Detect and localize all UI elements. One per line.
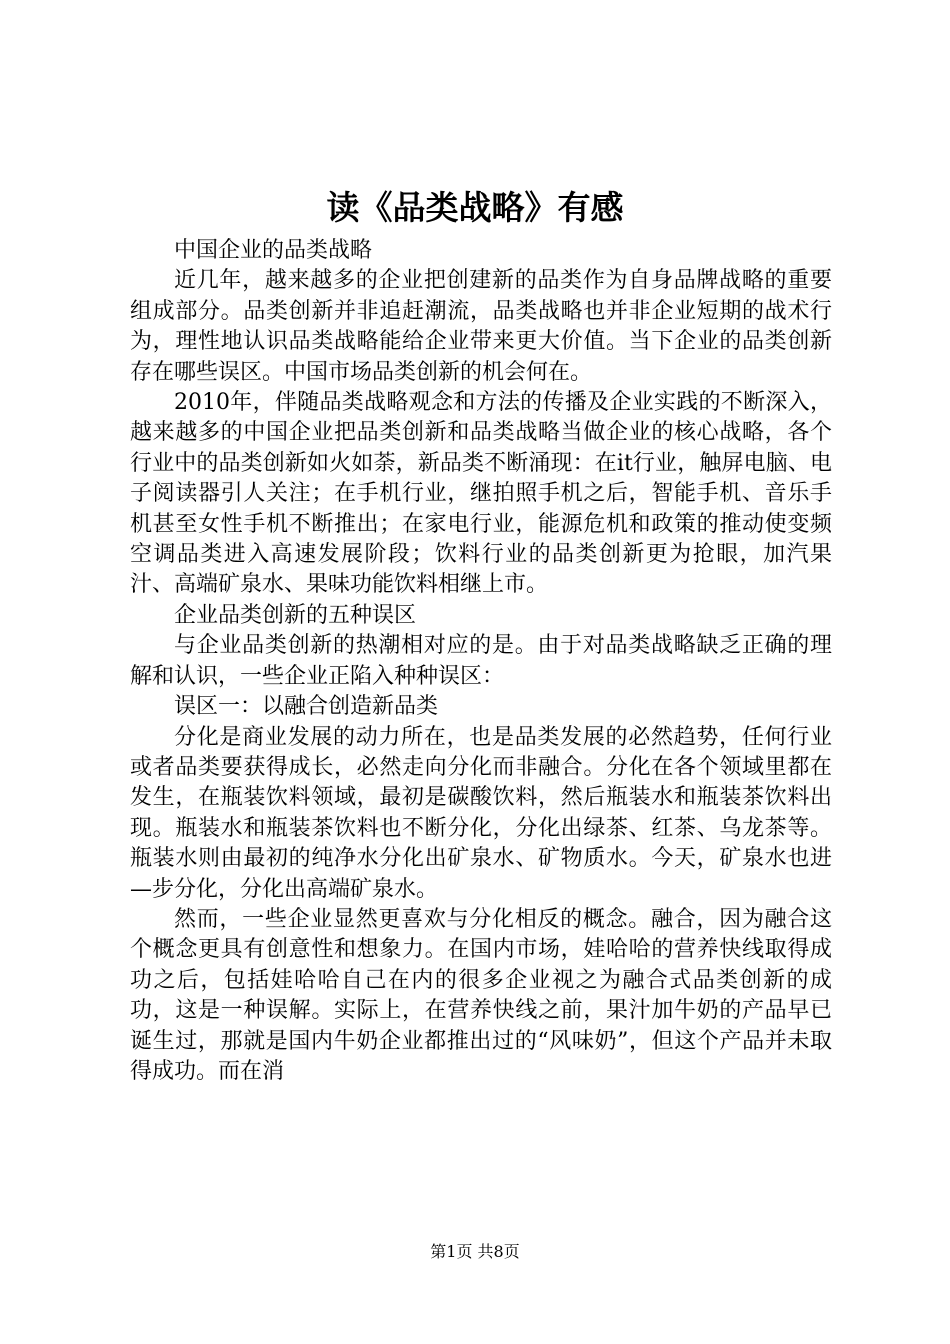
- paragraph: 误区一：以融合创造新品类: [174, 694, 439, 720]
- paragraph: 企业品类创新的五种误区: [174, 602, 417, 628]
- paragraph: 2010年，伴随品类战略观念和方法的传播及企业实践的不断深入，越来越多的中国企业把品类创新和品类战略当做企业的核心战略，各个行业中的品类创新如火如荼，新品类不断涌现：在it行业，触屏电脑、电子阅读器引人关注；在手机行业，继拍照手机之后，智能手机、音乐手机甚至女性手机不断推出；在家电行业，能源危机和政策的推动使变频空调品类进入高速发展阶段；饮料行业的品类创新更为抢眼，加汽果汁、高端矿泉水、果味功能饮料相继上市。: [130, 390, 832, 598]
- paragraph: 与企业品类创新的热潮相对应的是。由于对品类战略缺乏正确的理解和认识，一些企业正陷入种种误区：: [130, 633, 832, 689]
- paragraph: 中国企业的品类战略: [174, 238, 373, 263]
- paragraph: 近几年，越来越多的企业把创建新的品类作为自身品牌战略的重要组成部分。品类创新并非追赶潮流，品类战略也并非企业短期的战术行为，理性地认识品类战略能给企业带来更大价值。当下企业的品类创新存在哪些误区。中国市场品类创新的机会何在。: [130, 268, 832, 385]
- page-footer: 第1页 共8页: [430, 1242, 520, 1261]
- paragraph: 然而，一些企业显然更喜欢与分化相反的概念。融合，因为融合这个概念更具有创意性和想象力。在国内市场，娃哈哈的营养快线取得成功之后，包括娃哈哈自己在内的很多企业视之为融合式品类创新的成功，这是一种误解。实际上，在营养快线之前，果汁加牛奶的产品早已诞生过，那就是国内牛奶企业都推出过的“风味奶”，但这个产品并未取得成功。而在消: [130, 906, 832, 1084]
- document-title: 读《品类战略》有感: [326, 188, 624, 227]
- document-body: [130, 236, 832, 1087]
- paragraph: 分化是商业发展的动力所在，也是品类发展的必然趋势，任何行业或者品类要获得成长，必然走向分化而非融合。分化在各个领域里都在发生，在瓶装饮料领域，最初是碳酸饮料，然后瓶装水和瓶装茶饮料出现。瓶装水和瓶装茶饮料也不断分化，分化出绿茶、红茶、乌龙茶等。瓶装水则由最初的纯净水分化出矿泉水、矿物质水。今天，矿泉水也进—步分化，分化出高端矿泉水。: [130, 724, 832, 902]
